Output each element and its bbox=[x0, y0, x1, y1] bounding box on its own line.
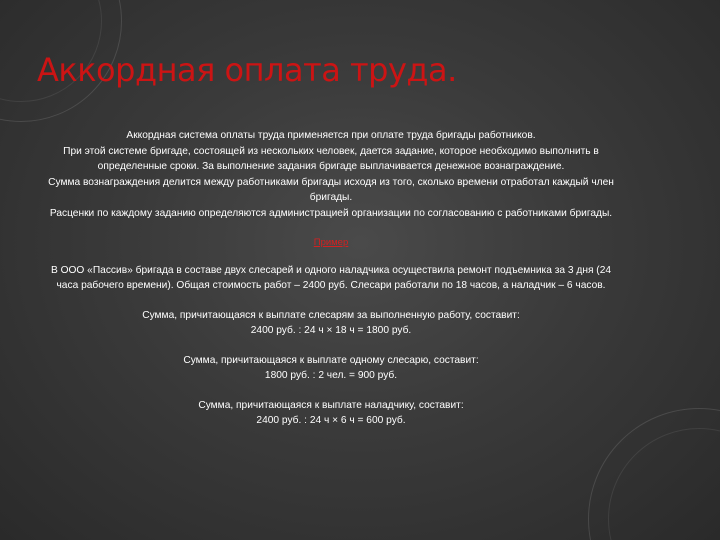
example-heading: Пример bbox=[313, 237, 349, 248]
calculation-label: Сумма, причитающаяся к выплате слесарям за выполненную работу, составит: bbox=[142, 309, 520, 321]
calculation-block bbox=[40, 353, 622, 384]
intro-paragraph: Расценки по каждому заданию определяются администрацией организации по согласованию с работниками бригады. bbox=[49, 207, 613, 219]
intro-paragraph: Сумма вознаграждения делится между работниками бригады исходя из того, сколько времени отработал каждый член бригады. bbox=[48, 176, 614, 203]
intro-paragraph: Аккордная система оплаты труда применяется при оплате труда бригады работников. bbox=[126, 130, 536, 141]
calculation-formula: 2400 руб. : 24 ч × 6 ч = 600 руб. bbox=[256, 415, 406, 426]
calculation-block bbox=[40, 398, 622, 429]
calculation-formula: 1800 руб. : 2 чел. = 900 руб. bbox=[264, 370, 398, 381]
slide-title: Аккордная оплата труда. bbox=[37, 51, 457, 89]
slide-body bbox=[40, 128, 622, 429]
calculation-label: Сумма, причитающаяся к выплате наладчику, составит: bbox=[198, 399, 464, 411]
calculation-block bbox=[40, 308, 622, 339]
intro-paragraph: При этой системе бригаде, состоящей из нескольких человек, дается задание, которое необходимо выполнить в определенные сроки. За выполнение задания бригаде выплачивается денежное вознаграждение. bbox=[63, 145, 599, 172]
example-text: В ООО «Пассив» бригада в составе двух слесарей и одного наладчика осуществила ремонт подъемника за 3 дня (24 часа рабочего времени). Общая стоимость работ – 2400 руб. Слесари работали по 18 часов, а наладчик – 6 часов. bbox=[50, 264, 612, 291]
calculation-label: Сумма, причитающаяся к выплате одному слесарю, составит: bbox=[183, 354, 479, 366]
calculation-formula: 2400 руб. : 24 ч × 18 ч = 1800 руб. bbox=[250, 325, 412, 336]
